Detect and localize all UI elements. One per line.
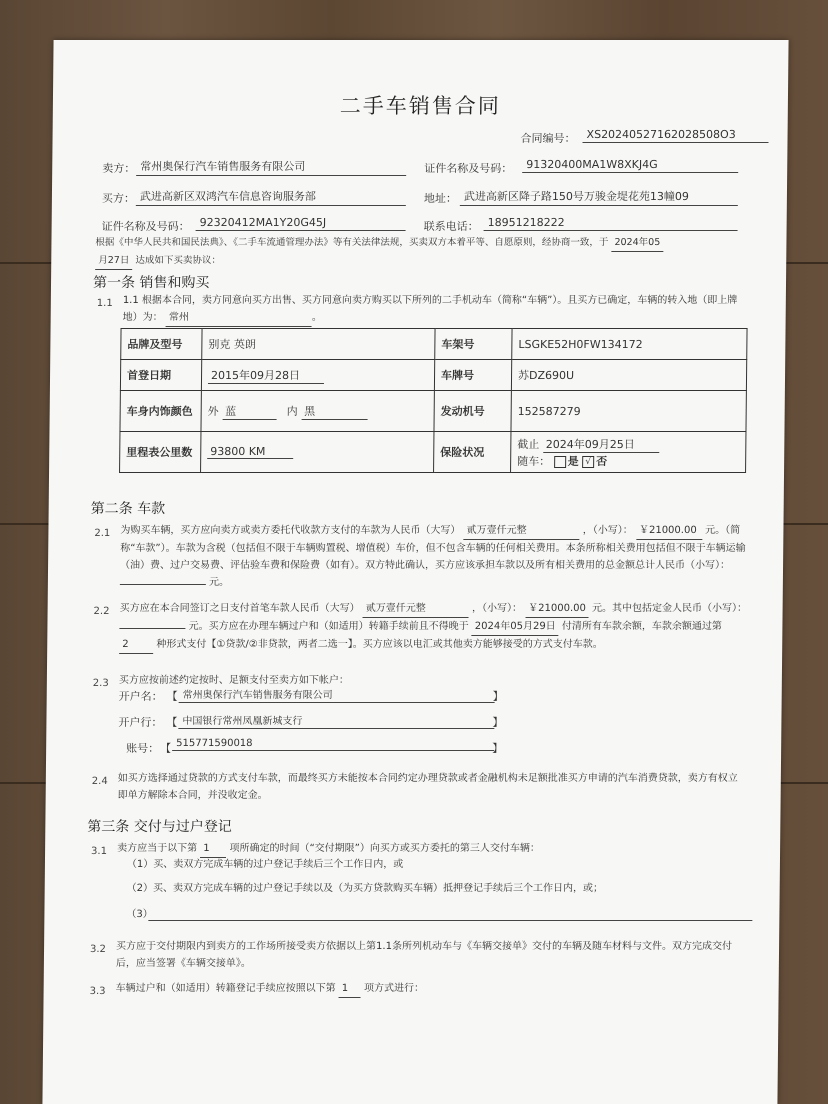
preamble [95,234,735,270]
color-label: 车身内饰颜色 [120,391,201,432]
plate-label: 车牌号 [434,360,511,391]
preamble-date: 2024年05 [611,234,663,252]
buyer-id-label: 证件名称及号码： [101,220,190,233]
insurance-prefix: 截止 [517,437,540,451]
table-row [120,391,746,432]
table-row [121,329,747,360]
clause-2-4-text: 如买方选择通过贷款的方式支付车款，而最终买方未能按本合同约定办理贷款或者金融机构未足额批准买方申请的汽车消费贷款，卖方有权立即单方解除本合同，并没收定金。 [117,773,738,801]
clause-2-1-b: ，（小写）： [582,525,633,536]
clause-2-4-num: 2.4 [91,776,108,787]
final-pay-date: 2024年05月29日 [472,618,559,636]
clause-3-1-a: 卖方应当于以下第 [117,843,198,854]
clause-3-1-b: 项所确定的时间（“交付期限”）向买方或买方委托的第三人交付车辆： [229,843,540,854]
insurance-label: 保险状况 [434,432,511,473]
bracket-right: 】 [492,716,504,729]
bracket-right: 】 [492,690,504,703]
bank-label: 开户行： [118,716,163,729]
bracket-right: 】 [492,742,504,755]
clause-1-1-num: 1.1 [96,298,113,309]
clause-3-1-num: 3.1 [91,846,108,857]
contract-no-value: XS20240527162028508O3 [582,128,768,143]
buyer-phone-label: 联系电话： [423,220,479,233]
contract-paper [42,40,788,1104]
clause-3-2-num: 3.2 [89,944,107,955]
delivery-item: 1 [200,840,226,858]
clause-2-2-num: 2.2 [93,606,110,617]
buyer-id-value: 92320412MA1Y20G45J [196,216,406,231]
clause-2-1-c: 元。（简称“车款”）。车款为含税（包括但不限于车辆购置税、增值税）车价，但不包含车辆的任何相关费用。本条所称相关费用包括但不限于车辆运输（油）费、过户交易费、评估验车费和保险费（如有）。双方特此确认，买方应该承担车款以及所有相关费用的总金额总计人民币（小写）： [120,525,746,571]
table-row [120,432,746,473]
vin-value: LSGKE52H0FW134172 [512,329,747,360]
buyer-phone-value: 18951218222 [484,216,738,231]
engine-value: 152587279 [511,391,746,432]
clause-1-1-body: 1.1 根据本合同，卖方同意向买方出售、买方同意向卖方购买以下所列的二手机动车（简称“车辆”）。且买方已确定，车辆的转入地（即上牌地）为： [122,295,738,323]
yes-checkbox[interactable] [554,456,566,468]
buyer-addr-value: 武进高新区降子路150号万骏金堤花苑13幢09 [460,188,738,206]
yes-label: 是 [567,454,579,468]
deposit-blank[interactable] [119,628,185,629]
price-lower: ￥21000.00 [636,522,702,540]
vin-label: 车架号 [435,329,512,360]
engine-label: 发动机号 [434,391,511,432]
bracket-left: 【 [160,742,172,755]
seller-id-value: 91320400MA1W8XKJ4G [522,158,738,173]
clause-3-3-b: 项方式进行： [363,983,425,994]
first-pay-lower: ￥21000.00 [525,600,589,618]
plate-value: 苏DZ690U [511,360,746,391]
int-color-prefix: 内 [286,404,298,418]
bank-value: 中国银行常州凤凰新城支行 [178,712,494,729]
pay-method: 2 [119,636,153,654]
delivery-option-1: （1）买、卖双方完成车辆的过户登记手续后三个工作日内，或 [126,859,404,870]
clause-1-1-text: 1.1 根据本合同，卖方同意向买方出售、买方同意向卖方购买以下所列的二手机动车（简称“车辆”）。且买方已确定，车辆的转入地（即上牌地）为： 常州 。 [123,292,745,327]
preamble-text-3: 达成如下买卖协议： [135,255,221,266]
section-2-title: 第二条 车款 [90,501,166,517]
ext-color-prefix: 外 [207,404,219,418]
section-1-title: 第一条 销售和购买 [92,275,210,291]
vehicle-info-table [119,328,748,473]
buyer-value: 武进高新区双鸿汽车信息咨询服务部 [136,188,406,206]
delivery-option-2: （2）买、卖双方完成车辆的过户登记手续以及（为买方贷款购买车辆）抵押登记手续后三个工作日内，或； [126,883,604,894]
clause-2-2-text [119,600,748,654]
reg-date-label: 首登日期 [120,360,201,391]
clause-2-2-d: 元。买方应在办理车辆过户和（如适用）转籍手续前且不得晚于 [188,621,469,632]
clause-3-3-a: 车辆过户和（如适用）转籍登记手续应按照以下第 [115,983,336,994]
clause-2-2-a: 买方应在本合同签订之日支付首笔车款人民币（大写） [119,603,360,614]
preamble-text-1: 根据《中华人民共和国民法典》、《二手车流通管理办法》等有关法律法规，买卖双方本着平等、自愿原则，经协商一致，于 [95,237,609,248]
clause-2-2-e: 付清所有车款余额，车款余额通过第 [561,621,722,632]
page-title: 二手车销售合同 [339,94,502,118]
account-name-label: 开户名： [118,690,163,703]
clause-2-3-text: 买方应按前述约定按时、足额支付至卖方如下帐户： [118,675,349,686]
no-label: 否 [596,454,608,468]
clause-3-3-text [116,980,744,998]
clause-2-3-num: 2.3 [92,678,109,689]
transfer-item: 1 [339,980,361,998]
brand-value: 别克 英朗 [202,329,435,360]
contract-no-label: 合同编号： [520,132,576,145]
total-blank[interactable] [120,584,206,585]
buyer-addr-label: 地址： [423,192,457,205]
section-3-title: 第三条 交付与过户登记 [87,819,232,835]
clause-2-2-f: 种形式支付【①贷款/②非贷款，两者二选一】。买方应该以电汇或其他卖方能够接受的方式支付车款。 [156,639,603,650]
seller-id-label: 证件名称及号码： [424,162,513,175]
seller-value: 常州奥保行汽车销售服务有限公司 [136,158,406,176]
account-no-label: 账号： [126,742,160,755]
brand-label: 品牌及型号 [121,329,202,360]
clause-2-1-a: 为购买车辆，买方应向卖方或卖方委托代收款方支付的车款为人民币（大写） [120,525,461,536]
clause-2-1-num: 2.1 [94,528,111,539]
delivery-option-3-blank[interactable] [148,920,752,921]
buyer-label: 买方： [101,192,135,205]
ext-color-value: 蓝 [222,403,276,420]
clause-2-2-b: ，（小写）： [471,603,523,614]
delivery-option-3: （3） [126,909,153,920]
first-pay-upper: 贰万壹仟元整 [363,600,469,618]
clause-3-3-num: 3.3 [89,986,106,997]
clause-2-2-c: 元。其中包括定金人民币（小写）： [592,603,748,614]
account-no-value: 515771590018 [172,738,494,751]
table-row [120,360,746,391]
mileage-label: 里程表公里数 [120,432,201,473]
reg-date-value: 2015年09月28日 [208,367,324,384]
bracket-left: 【 [166,716,178,729]
mileage-value: 93800 KM [207,445,293,459]
transfer-place: 常州 [166,309,312,327]
clause-3-2-text: 买方应于交付期限内到卖方的工作场所接受卖方依据以上第1.1条所列机动车与《车辆交接单》交付的车辆及随车材料与文件。双方完成交付后，应当签署《车辆交接单》。 [115,941,733,969]
with-car-label: 随车： [517,454,551,468]
no-checkbox[interactable]: √ [582,456,594,468]
price-upper: 贰万壹仟元整 [464,522,580,540]
account-name-value: 常州奥保行汽车销售服务有限公司 [179,686,495,703]
preamble-date-2: 月27日 [95,252,132,270]
clause-2-1-text [120,522,749,591]
bracket-left: 【 [166,690,178,703]
clause-2-1-d: 元。 [209,577,230,588]
int-color-value: 黑 [301,403,367,420]
seller-label: 卖方： [102,162,136,175]
insurance-date: 2024年09月25日 [543,436,659,453]
